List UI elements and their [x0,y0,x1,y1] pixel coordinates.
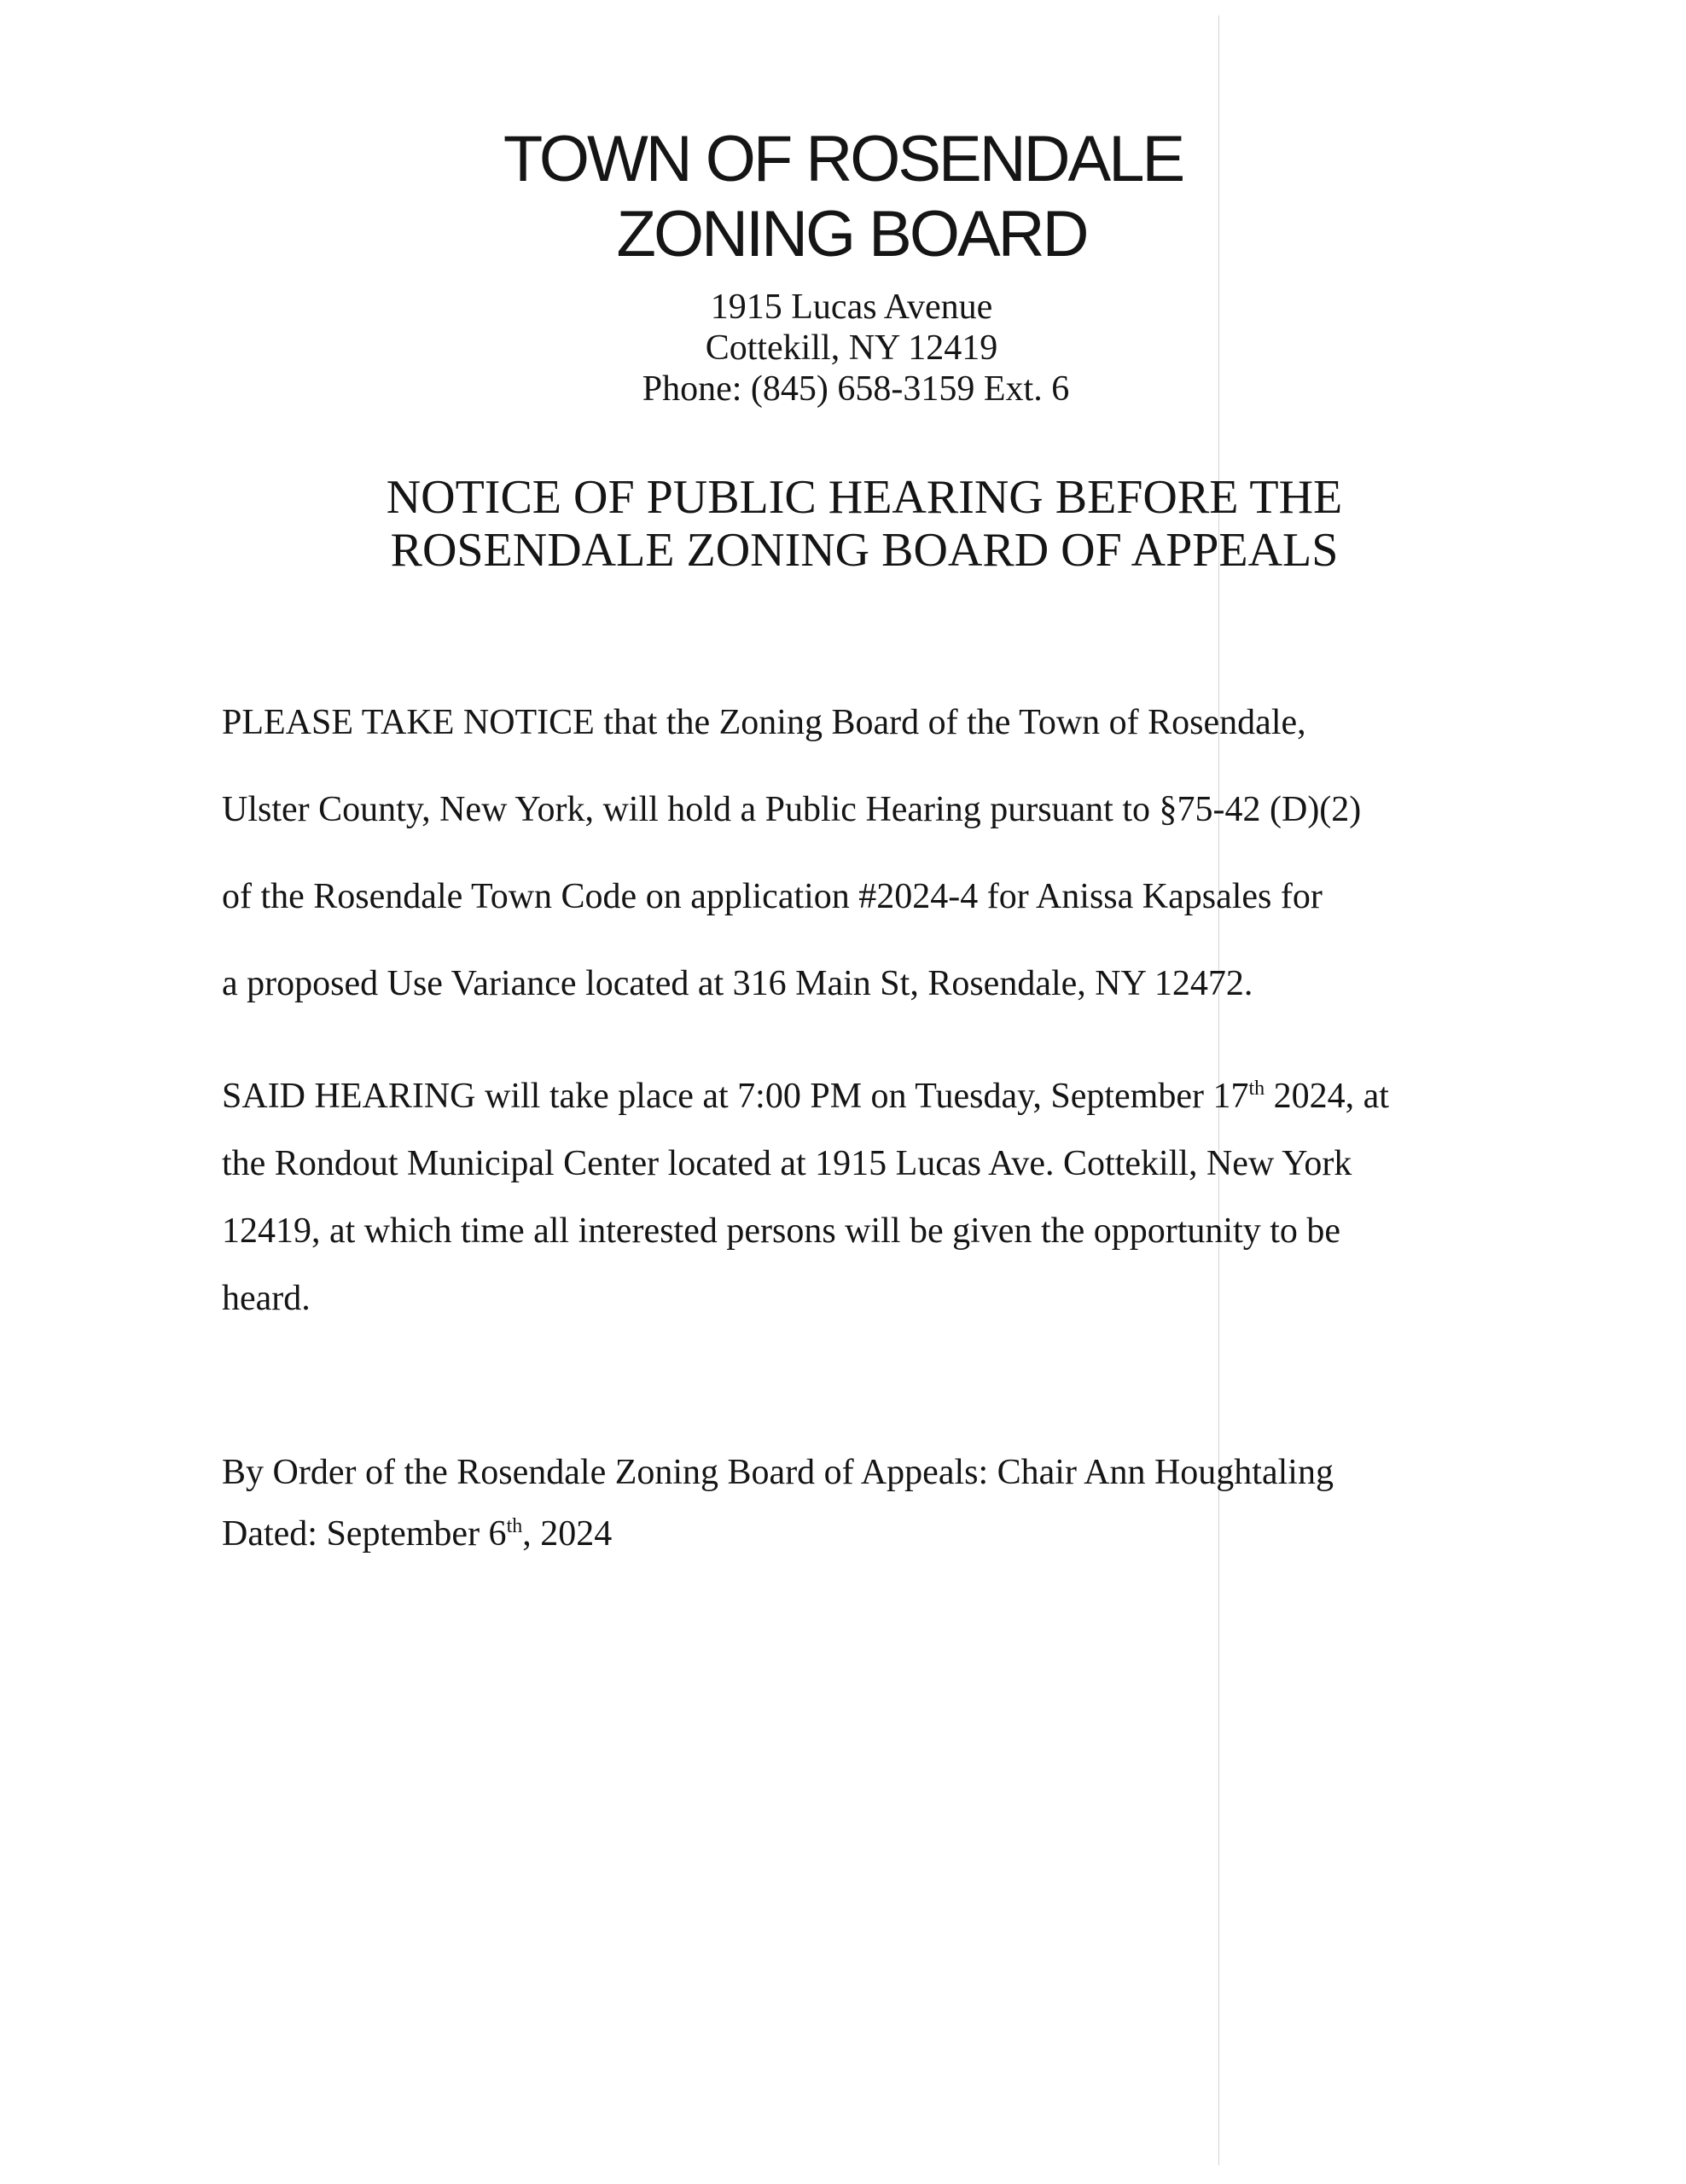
hearing-paragraph [222,1063,1502,1333]
hearing-date-ordinal: th [1248,1077,1265,1100]
board-name: ZONING BOARD [616,198,1087,270]
hearing-line-3: 12419, at which time all interested persons will be given the opportunity to be [222,1211,1341,1251]
title-line-1: NOTICE OF PUBLIC HEARING BEFORE THE [386,471,1343,524]
notice-line-1: PLEASE TAKE NOTICE that the Zoning Board of the Town of Rosendale, [222,703,1306,742]
address-city: Cottekill, NY 12419 [705,328,998,368]
notice-title [0,471,1686,577]
dated-line [222,1503,1502,1565]
hearing-date-text: SAID HEARING will take place at 7:00 PM on Tuesday, September 17 [222,1077,1249,1116]
letterhead [0,119,1686,410]
notice-line-4: a proposed Use Variance located at 316 Main St, Rosendale, NY 12472. [222,964,1253,1003]
notice-line-2: Ulster County, New York, will hold a Public Hearing pursuant to §75-42 (D)(2) [222,790,1362,829]
town-name: TOWN OF ROSENDALE [503,123,1183,195]
hearing-date-year: 2024, at [1264,1077,1389,1116]
dated-year: , 2024 [522,1514,613,1554]
hearing-line-4: heard. [222,1279,311,1318]
dated-text: Dated: September 6 [222,1514,507,1554]
phone-number: Phone: (845) 658-3159 Ext. 6 [642,369,1070,409]
hearing-line-1 [222,1063,1502,1130]
order-block [222,1442,1502,1565]
hearing-line-2: the Rondout Municipal Center located at 1915 Lucas Ave. Cottekill, New York [222,1144,1352,1183]
order-signature: By Order of the Rosendale Zoning Board of Appeals: Chair Ann Houghtaling [222,1453,1334,1492]
notice-paragraph [222,679,1502,1027]
title-line-2: ROSENDALE ZONING BOARD OF APPEALS [390,524,1339,577]
address-street: 1915 Lucas Avenue [710,288,993,327]
notice-line-3: of the Rosendale Town Code on application #2024-4 for Anissa Kapsales for [222,877,1323,916]
dated-ordinal: th [506,1515,523,1537]
